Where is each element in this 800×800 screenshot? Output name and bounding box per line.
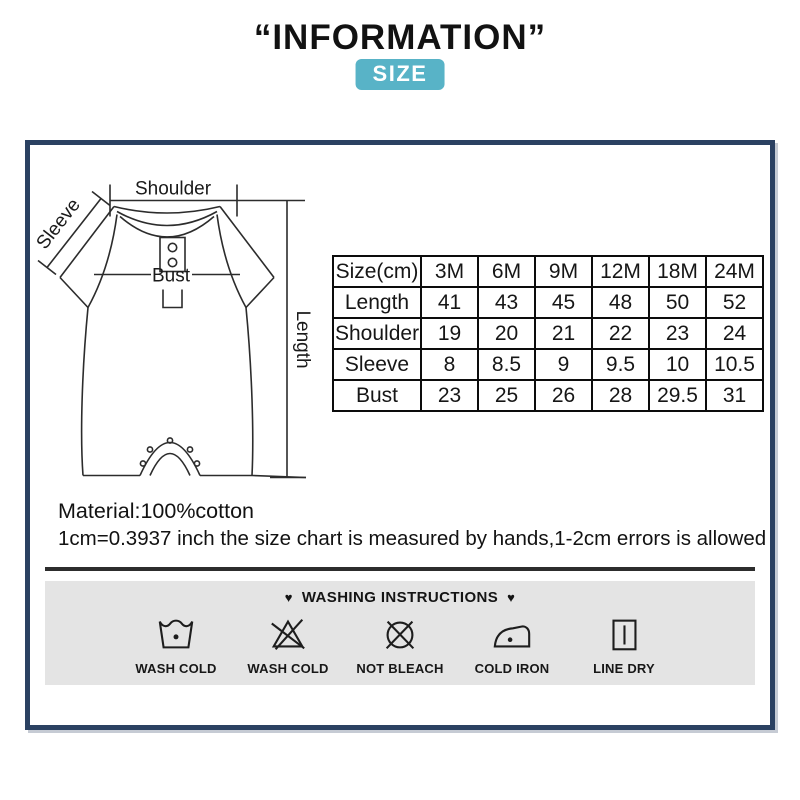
placket-button	[168, 243, 176, 251]
row-label: Length	[333, 287, 421, 318]
do-not-bleach-icon	[267, 613, 309, 655]
sleeve-tick-top	[92, 192, 110, 206]
table-header-cell: 6M	[478, 256, 535, 287]
washing-instructions-title	[45, 581, 755, 606]
table-cell: 8	[421, 349, 478, 380]
washing-item-label: NOT BLEACH	[356, 661, 444, 676]
washing-item	[464, 613, 560, 676]
washing-item-label: COLD IRON	[474, 661, 550, 676]
cold-iron-icon	[491, 613, 533, 655]
hem-extension-line	[252, 476, 306, 478]
body-left-side	[82, 308, 88, 476]
washing-item	[352, 613, 448, 676]
table-cell: 9.5	[592, 349, 649, 380]
table-cell: 23	[649, 318, 706, 349]
right-armhole-seam	[217, 215, 246, 308]
size-badge: SIZE	[356, 59, 445, 90]
sleeve-label: Sleeve	[32, 194, 85, 254]
row-label: Shoulder	[333, 318, 421, 349]
table-row	[333, 349, 763, 380]
table-header-cell: 12M	[592, 256, 649, 287]
table-cell: 22	[592, 318, 649, 349]
wash-tub-icon	[155, 613, 197, 655]
snap-button	[187, 447, 192, 452]
table-cell: 19	[421, 318, 478, 349]
table-row	[333, 318, 763, 349]
line-dry-icon	[603, 613, 645, 655]
snap-button	[140, 461, 145, 466]
table-cell: 23	[421, 380, 478, 411]
table-cell: 9	[535, 349, 592, 380]
body-right-side	[246, 308, 253, 476]
table-cell: 50	[649, 287, 706, 318]
washing-items-row	[45, 613, 755, 676]
table-header-cell: 24M	[706, 256, 763, 287]
washing-item-label: LINE DRY	[593, 661, 655, 676]
snap-button	[147, 447, 152, 452]
snap-button	[194, 461, 199, 466]
table-row	[333, 380, 763, 411]
table-cell: 28	[592, 380, 649, 411]
washing-instructions-box	[45, 581, 755, 685]
crotch-arch-inner	[150, 454, 190, 476]
table-cell: 45	[535, 287, 592, 318]
heart-icon: ♥	[507, 590, 516, 605]
table-cell: 20	[478, 318, 535, 349]
table-cell: 29.5	[649, 380, 706, 411]
washing-item	[128, 613, 224, 676]
washing-title-text: WASHING INSTRUCTIONS	[301, 589, 499, 606]
table-header-cell: 3M	[421, 256, 478, 287]
row-label: Bust	[333, 380, 421, 411]
placket-under-bust	[163, 290, 182, 308]
left-sleeve-hem	[60, 278, 88, 308]
heart-icon: ♥	[284, 590, 293, 605]
washing-item	[240, 613, 336, 676]
romper-diagram	[30, 158, 330, 506]
washing-item	[576, 613, 672, 676]
table-cell: 24	[706, 318, 763, 349]
shoulder-label: Shoulder	[134, 178, 212, 200]
bust-label: Bust	[151, 265, 191, 287]
sleeve-tick-bottom	[38, 261, 56, 275]
table-cell: 25	[478, 380, 535, 411]
do-not-dry-clean-icon	[379, 613, 421, 655]
table-cell: 48	[592, 287, 649, 318]
divider-double-rule	[45, 567, 755, 571]
table-header-cell: 18M	[649, 256, 706, 287]
table-cell: 10	[649, 349, 706, 380]
collar-arc-top	[114, 207, 220, 214]
table-header-cell: Size(cm)	[333, 256, 421, 287]
table-header-cell: 9M	[535, 256, 592, 287]
material-note: Material:100%cotton	[58, 499, 254, 523]
length-label: Length	[292, 310, 313, 369]
page-title: “INFORMATION”	[253, 18, 547, 57]
table-cell: 41	[421, 287, 478, 318]
row-label: Sleeve	[333, 349, 421, 380]
size-table	[332, 255, 764, 412]
right-sleeve-hem	[246, 278, 274, 308]
snap-button	[167, 438, 172, 443]
table-cell: 21	[535, 318, 592, 349]
table-cell: 8.5	[478, 349, 535, 380]
table-cell: 10.5	[706, 349, 763, 380]
table-row	[333, 287, 763, 318]
table-header-row	[333, 256, 763, 287]
table-cell: 26	[535, 380, 592, 411]
table-cell: 43	[478, 287, 535, 318]
table-cell: 31	[706, 380, 763, 411]
washing-item-label: WASH COLD	[135, 661, 217, 676]
washing-item-label: WASH COLD	[247, 661, 329, 676]
table-cell: 52	[706, 287, 763, 318]
measurement-note: 1cm=0.3937 inch the size chart is measured by hands,1-2cm errors is allowed	[58, 527, 767, 550]
left-armhole-seam	[88, 215, 117, 308]
